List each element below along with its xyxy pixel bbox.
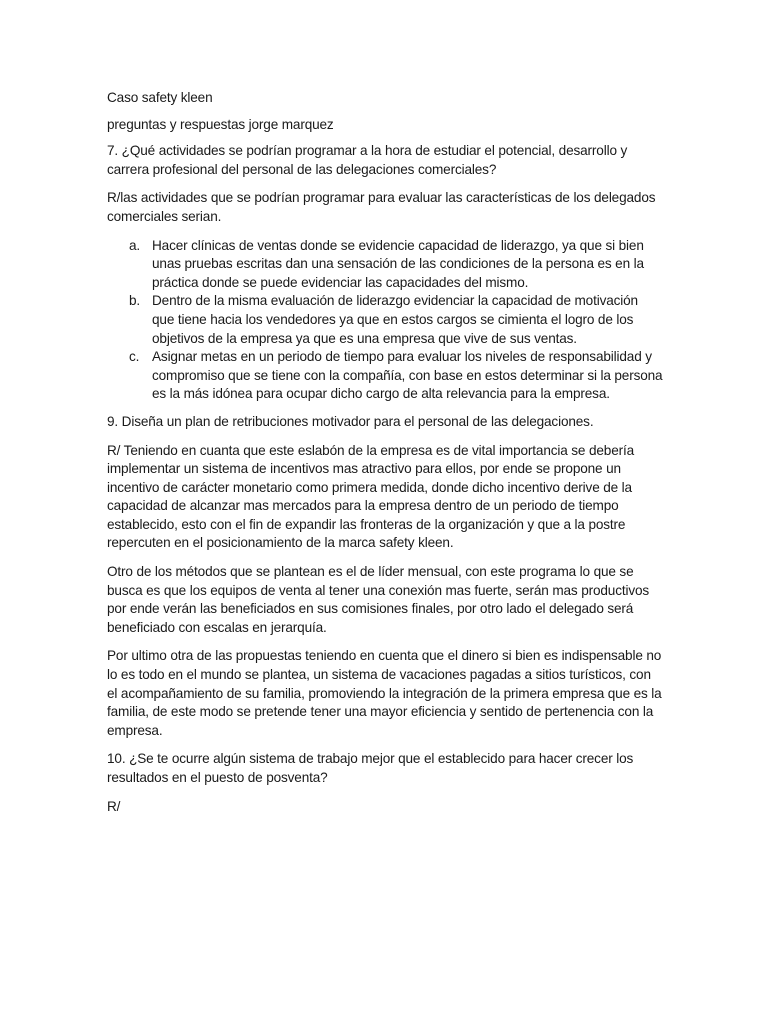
- list-item-text: Hacer clínicas de ventas donde se evidencie capacidad de liderazgo, ya que si bien unas pruebas escritas dan una sensación de las condiciones de la persona es en la práctica donde se puede evidenciar las capacidades del mismo.: [152, 237, 644, 290]
- answer-9-paragraph: Otro de los métodos que se plantean es el de líder mensual, con este programa lo que se busca es que los equipos de venta al tener una conexión mas fuerte, serán mas productivos por ende verán las beneficiados en sus comisiones finales, por otro lado el delegado será beneficiado con escalas en jerarquía.: [107, 564, 650, 635]
- answer-9-paragraph: Por ultimo otra de las propuestas teniendo en cuenta que el dinero si bien es indispensable no lo es todo en el mundo se plantea, un sistema de vacaciones pagadas a sitios turísticos, con el acompañamiento de su familia, promoviendo la integración de la primera empresa que es la familia, de este modo se pretende tener una mayor eficiencia y sentido de pertenencia con la empresa.: [107, 648, 662, 738]
- list-item: [107, 348, 663, 404]
- list-item-marker: a.: [129, 237, 141, 253]
- list-item-text: Asignar metas en un periodo de tiempo para evaluar los niveles de responsabilidad y compromiso que se tiene con la compañía, con base en estos determinar si la persona es la más idónea para ocupar dicho cargo de alta relevancia para la empresa.: [152, 349, 663, 402]
- answer-10: R/: [107, 798, 121, 814]
- question-10: 10. ¿Se te ocurre algún sistema de trabajo mejor que el establecido para hacer crecer los resultados en el puesto de posventa?: [107, 751, 634, 785]
- question-7: 7. ¿Qué actividades se podrían programar a la hora de estudiar el potencial, desarrollo y carrera profesional del personal de las delegaciones comerciales?: [107, 143, 628, 177]
- answer-9-paragraph: R/ Teniendo en cuanta que este eslabón de la empresa es de vital importancia se debería implementar un sistema de incentivos mas atractivo para ellos, por ende se propone un incentivo de carácter monetario como primera medida, donde dicho incentivo derive de la capacidad de alcanzar mas mercados para la empresa dentro de un periodo de tiempo establecido, esto con el fin de expandir las fronteras de la organización y que a la postre repercuten en el posicionamiento de la marca safety kleen.: [107, 442, 635, 551]
- document-subtitle: preguntas y respuestas jorge marquez: [107, 116, 334, 132]
- answer-7-list: [107, 237, 663, 404]
- answer-7-intro: R/las actividades que se podrían programar para evaluar las características de los delegados comerciales serian.: [107, 190, 656, 224]
- document-title: Caso safety kleen: [107, 90, 213, 105]
- list-item: [107, 292, 663, 348]
- list-item: [107, 237, 663, 293]
- list-item-marker: c.: [129, 349, 140, 365]
- list-item-text: Dentro de la misma evaluación de liderazgo evidenciar la capacidad de motivación que tiene hacia los vendedores ya que en estos cargos se cimienta el logro de los objetivos de la empresa ya que es una empresa que vive de sus ventas.: [152, 293, 638, 346]
- document-page: [107, 89, 663, 826]
- list-item-marker: b.: [129, 293, 141, 309]
- question-9: 9. Diseña un plan de retribuciones motivador para el personal de las delegaciones.: [107, 413, 594, 429]
